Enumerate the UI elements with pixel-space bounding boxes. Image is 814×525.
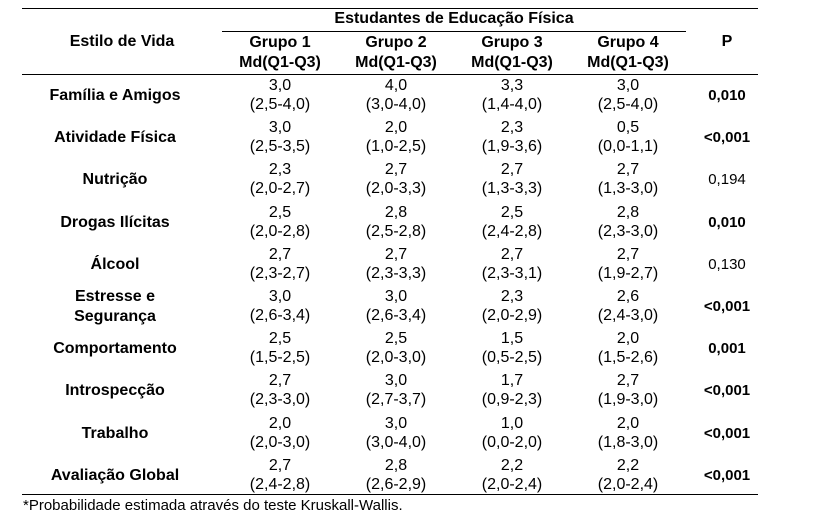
- iqr-value: (1,3-3,3): [481, 180, 543, 198]
- footnote: *Probabilidade estimada através do teste Kruskall-Wallis.: [23, 497, 403, 514]
- iqr-value: (2,5-4,0): [249, 96, 311, 113]
- median-value: 1,0: [500, 414, 524, 432]
- row-label: Nutrição: [82, 171, 148, 189]
- iqr-value: (2,4-3,0): [597, 307, 659, 324]
- median-value: 2,3: [268, 161, 292, 179]
- median-value: 2,7: [616, 161, 640, 179]
- iqr-value: (2,7-3,7): [365, 391, 427, 409]
- row-label: Estresse e Segurança: [74, 288, 156, 325]
- median-value: 2,7: [616, 372, 640, 390]
- p-value: 0,001: [708, 340, 746, 358]
- group-3-stat: Md(Q1-Q3): [471, 54, 553, 71]
- iqr-value: (0,0-1,1): [597, 138, 659, 156]
- median-value: 2,0: [268, 414, 292, 432]
- iqr-value: (2,3-3,3): [365, 264, 427, 282]
- median-value: 3,0: [268, 288, 292, 305]
- median-value: 2,0: [384, 119, 408, 137]
- row-label-header: Estilo de Vida: [69, 33, 175, 50]
- p-value: <0,001: [703, 298, 751, 315]
- median-value: 2,5: [500, 203, 524, 221]
- iqr-value: (2,6-3,4): [365, 307, 427, 324]
- median-value: 2,7: [500, 161, 524, 179]
- median-value: 2,3: [500, 119, 524, 137]
- median-value: 2,5: [268, 203, 292, 221]
- iqr-value: (2,3-3,1): [481, 264, 543, 282]
- p-value: <0,001: [703, 382, 751, 400]
- median-value: 4,0: [384, 77, 408, 94]
- iqr-value: (1,9-2,7): [597, 264, 659, 282]
- group-1-stat: Md(Q1-Q3): [239, 54, 321, 71]
- p-value: 0,130: [708, 255, 746, 273]
- median-value: 2,2: [616, 456, 640, 474]
- p-value: 0,194: [708, 171, 746, 189]
- p-value: <0,001: [703, 466, 751, 484]
- iqr-value: (1,5-2,5): [249, 349, 311, 367]
- median-value: 3,0: [616, 77, 640, 94]
- median-value: 2,8: [616, 203, 640, 221]
- group-4-name: Grupo 4: [597, 34, 659, 51]
- iqr-value: (3,0-4,0): [365, 433, 427, 451]
- group-2-stat: Md(Q1-Q3): [355, 54, 437, 71]
- median-value: 3,0: [268, 77, 292, 94]
- iqr-value: (2,4-2,8): [481, 222, 543, 240]
- row-label: Avaliação Global: [50, 466, 180, 484]
- iqr-value: (2,3-3,0): [249, 391, 311, 409]
- group-header-rule: [222, 31, 686, 32]
- median-value: 2,6: [616, 288, 640, 305]
- median-value: 3,0: [384, 414, 408, 432]
- iqr-value: (1,5-2,6): [597, 349, 659, 367]
- iqr-value: (0,5-2,5): [481, 349, 543, 367]
- iqr-value: (0,9-2,3): [481, 391, 543, 409]
- row-label: Família e Amigos: [49, 87, 181, 104]
- median-value: 2,8: [384, 456, 408, 474]
- iqr-value: (1,9-3,6): [481, 138, 543, 156]
- median-value: 2,7: [268, 372, 292, 390]
- median-value: 2,7: [268, 456, 292, 474]
- iqr-value: (2,0-2,4): [597, 475, 659, 493]
- row-label: Comportamento: [53, 340, 177, 358]
- p-value: 0,010: [708, 213, 746, 231]
- group-1-name: Grupo 1: [249, 34, 311, 51]
- median-value: 2,8: [384, 203, 408, 221]
- iqr-value: (2,5-3,5): [249, 138, 311, 156]
- median-value: 2,7: [384, 245, 408, 263]
- iqr-value: (1,9-3,0): [597, 391, 659, 409]
- row-label: Trabalho: [81, 424, 149, 442]
- iqr-value: (1,0-2,5): [365, 138, 427, 156]
- group-3-name: Grupo 3: [481, 34, 543, 51]
- row-label: Atividade Física: [54, 129, 176, 147]
- median-value: 2,7: [500, 245, 524, 263]
- iqr-value: (2,3-3,0): [597, 222, 659, 240]
- iqr-value: (2,5-2,8): [365, 222, 427, 240]
- iqr-value: (1,8-3,0): [597, 433, 659, 451]
- iqr-value: (2,0-2,7): [249, 180, 311, 198]
- median-value: 2,2: [500, 456, 524, 474]
- iqr-value: (2,0-3,0): [249, 433, 311, 451]
- group-title: Estudantes de Educação Física: [334, 10, 574, 27]
- iqr-value: (2,0-3,0): [365, 349, 427, 367]
- iqr-value: (2,5-4,0): [597, 96, 659, 113]
- iqr-value: (2,6-2,9): [365, 475, 427, 493]
- median-value: 2,5: [384, 330, 408, 348]
- median-value: 3,0: [268, 119, 292, 137]
- median-value: 1,5: [500, 330, 524, 348]
- iqr-value: (2,0-3,3): [365, 180, 427, 198]
- median-value: 3,3: [500, 77, 524, 94]
- median-value: 2,7: [616, 245, 640, 263]
- median-value: 3,0: [384, 372, 408, 390]
- iqr-value: (2,4-2,8): [249, 475, 311, 493]
- median-value: 2,7: [384, 161, 408, 179]
- iqr-value: (2,0-2,8): [249, 222, 311, 240]
- row-label: Drogas Ilícitas: [60, 213, 170, 231]
- median-value: 0,5: [616, 119, 640, 137]
- row-label: Álcool: [90, 255, 140, 273]
- median-value: 2,5: [268, 330, 292, 348]
- median-value: 1,7: [500, 372, 524, 390]
- iqr-value: (2,6-3,4): [249, 307, 311, 324]
- p-value: <0,001: [703, 424, 751, 442]
- header-bottom-rule: [22, 74, 758, 75]
- median-value: 3,0: [384, 288, 408, 305]
- group-4-stat: Md(Q1-Q3): [587, 54, 669, 71]
- iqr-value: (2,0-2,4): [481, 475, 543, 493]
- median-value: 2,7: [268, 245, 292, 263]
- p-value: 0,010: [708, 87, 746, 104]
- group-2-name: Grupo 2: [365, 34, 427, 51]
- p-header: P: [721, 33, 733, 50]
- p-value: <0,001: [703, 129, 751, 147]
- median-value: 2,3: [500, 288, 524, 305]
- iqr-value: (2,3-2,7): [249, 264, 311, 282]
- iqr-value: (1,3-3,0): [597, 180, 659, 198]
- iqr-value: (3,0-4,0): [365, 96, 427, 113]
- row-label: Introspecção: [65, 382, 165, 400]
- iqr-value: (2,0-2,9): [481, 307, 543, 324]
- median-value: 2,0: [616, 330, 640, 348]
- iqr-value: (1,4-4,0): [481, 96, 543, 113]
- iqr-value: (0,0-2,0): [481, 433, 543, 451]
- median-value: 2,0: [616, 414, 640, 432]
